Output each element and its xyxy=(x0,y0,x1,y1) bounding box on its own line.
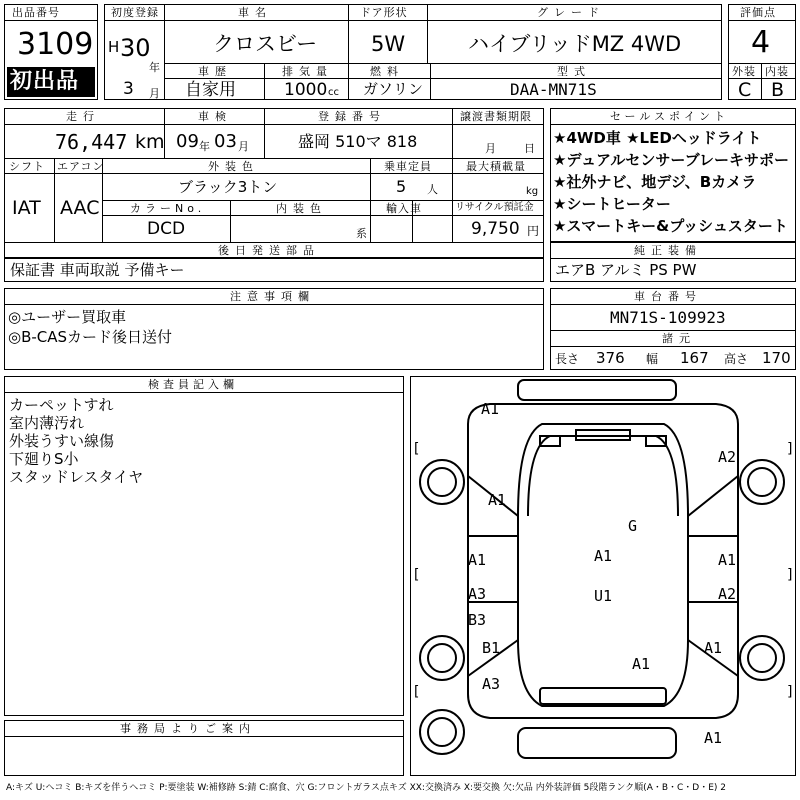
width-label: 幅 xyxy=(646,352,659,366)
first-reg-label: 初度登録 xyxy=(111,6,159,19)
color-number: DCD xyxy=(147,219,186,239)
damage-mark: A1 xyxy=(704,639,723,657)
inspector-item: スタッドレスタイヤ xyxy=(9,468,144,486)
inspector-label: 検査員記入欄 xyxy=(148,378,238,391)
damage-mark: A1 xyxy=(718,551,737,569)
first-listing-label: 初出品 xyxy=(10,69,80,94)
damage-mark: A1 xyxy=(632,655,651,673)
era: H xyxy=(108,38,120,56)
length: 376 xyxy=(596,349,625,367)
inspect-month-unit: 月 xyxy=(238,140,249,153)
door-type: 5W xyxy=(371,32,406,56)
body-color: ブラック3トン xyxy=(178,178,278,196)
inspect-year-unit: 年 xyxy=(199,140,210,153)
equipment-value: エアB アルミ PS PW xyxy=(555,261,697,279)
reg-month: 3 xyxy=(123,79,134,99)
diagram-bracket: ] xyxy=(786,441,795,457)
car-name: クロスビー xyxy=(213,32,318,56)
mileage-unit: km xyxy=(135,131,165,153)
legend: A:キズ U:ヘコミ B:キズを伴うヘコミ P:要塗装 W:補修跡 S:錆 C:腐食、穴 G:フロントガラス点キズ XX:交換済み X:要交換 欠:欠品 内外装評価 5段階ランク順(A・B・C・D・E) 2 xyxy=(6,783,727,793)
diagram-bracket: [ xyxy=(412,684,421,700)
fuel: ガソリン xyxy=(363,80,424,98)
plate-label: 登録番号 xyxy=(318,110,386,123)
inspector-item: カーペットすれ xyxy=(9,396,114,414)
capacity-label: 乗車定員 xyxy=(384,160,432,173)
damage-mark: A2 xyxy=(718,448,737,466)
diagram-bracket: ] xyxy=(786,567,795,583)
reg-month-unit: 月 xyxy=(149,87,160,100)
int-label: 内装 xyxy=(765,65,789,78)
equipment-label: 純正装備 xyxy=(634,244,702,257)
int-grade: B xyxy=(771,79,785,101)
disp-label: 排気量 xyxy=(282,65,333,78)
transfer-month: 月 xyxy=(485,142,496,155)
damage-mark: A3 xyxy=(468,585,487,603)
sales-point: ★スマートキー&プッシュスタート xyxy=(553,217,788,235)
recycle-label: リサイクル預託金 xyxy=(455,202,534,213)
sales-point: ★社外ナビ、地デジ、Bカメラ xyxy=(553,173,757,191)
shift: IAT xyxy=(12,197,41,219)
mileage-label: 走行 xyxy=(66,110,100,123)
inspector-item: 室内薄汚れ xyxy=(9,414,85,432)
car-outline xyxy=(410,376,796,776)
sales-points-label: セールスポイント xyxy=(610,110,730,123)
extras-label: 後日発送部品 xyxy=(218,244,320,257)
notes-label: 注意事項欄 xyxy=(230,290,315,303)
height-label: 高さ xyxy=(724,352,749,366)
diagram-bracket: ] xyxy=(786,684,795,700)
reg-year: 30 xyxy=(120,34,151,62)
shift-label: シフト xyxy=(9,160,45,173)
score: 4 xyxy=(751,25,771,60)
inspect-month: 03 xyxy=(214,131,237,152)
note-item: ◎ユーザー買取車 xyxy=(8,308,127,326)
sales-point: ★デュアルセンサーブレーキサポー xyxy=(553,151,790,169)
model-code: DAA-MN71S xyxy=(510,80,597,99)
damage-mark: G xyxy=(628,517,638,535)
transfer-label: 譲渡書類期限 xyxy=(460,110,532,123)
fuel-label: 燃料 xyxy=(370,65,404,78)
color-label: 外装色 xyxy=(208,160,259,173)
model-label: 型式 xyxy=(557,65,591,78)
color-no-label: カラーNo. xyxy=(130,202,206,215)
sales-point: ★シートヒーター xyxy=(553,195,671,213)
transfer-day: 日 xyxy=(524,142,535,155)
capacity: 5 xyxy=(396,177,407,196)
lot-label: 出品番号 xyxy=(12,6,60,19)
damage-mark: B3 xyxy=(468,611,487,629)
ext-grade: C xyxy=(738,79,752,101)
ext-label: 外装 xyxy=(732,65,756,78)
grade: ハイブリッドMZ 4WD xyxy=(468,32,682,56)
extras-value: 保証書 車両取説 予備キー xyxy=(10,261,185,279)
sales-point: ★4WD車 ★LEDヘッドライト xyxy=(553,129,762,147)
load-unit: kg xyxy=(526,186,539,197)
damage-mark: A1 xyxy=(481,400,500,418)
damage-mark: A2 xyxy=(718,585,737,603)
damage-mark: U1 xyxy=(594,587,613,605)
damage-mark: A1 xyxy=(468,551,487,569)
int-color-label: 内装色 xyxy=(276,202,327,215)
inspect-year: 09 xyxy=(176,131,199,152)
office-label: 事務局よりご案内 xyxy=(120,722,256,735)
door-label: ドア形状 xyxy=(360,6,408,19)
spec-label: 諸元 xyxy=(662,332,696,345)
width: 167 xyxy=(680,349,709,367)
reg-year-unit: 年 xyxy=(149,61,160,74)
diagram-bracket: [ xyxy=(412,441,421,457)
int-color-unit: 系 xyxy=(356,227,367,240)
disp-unit: cc xyxy=(328,87,339,98)
damage-mark: A1 xyxy=(704,729,723,747)
import-label: 輸入車 xyxy=(386,202,422,215)
recycle-unit: 円 xyxy=(527,224,540,238)
chassis-number: MN71S-109923 xyxy=(610,308,726,327)
recycle-fee: 9,750 xyxy=(471,219,520,239)
history: 自家用 xyxy=(185,80,236,100)
load-label: 最大積載量 xyxy=(466,160,526,173)
damage-mark: A1 xyxy=(594,547,613,565)
mileage: 76,447 xyxy=(55,130,128,154)
damage-mark: B1 xyxy=(482,639,501,657)
aircon: AAC xyxy=(60,197,100,219)
plate: 盛岡 510マ 818 xyxy=(298,132,418,151)
ac-label: エアコン xyxy=(57,160,105,173)
note-item: ◎B-CASカード後日送付 xyxy=(8,328,173,346)
damage-mark: A1 xyxy=(488,491,507,509)
inspector-item: 外装うすい線傷 xyxy=(9,432,115,450)
grade-label: グレード xyxy=(537,6,605,19)
chassis-label: 車台番号 xyxy=(634,290,702,303)
inspector-item: 下廻りS小 xyxy=(9,450,79,468)
lot-number: 3109 xyxy=(17,27,94,62)
inspect-label: 車検 xyxy=(198,110,232,123)
displacement: 1000 xyxy=(284,80,328,100)
history-label: 車歴 xyxy=(198,65,232,78)
capacity-unit: 人 xyxy=(427,183,438,196)
car-name-label: 車名 xyxy=(238,6,272,19)
height: 170 xyxy=(762,349,791,367)
score-label: 評価点 xyxy=(740,6,776,19)
damage-mark: A3 xyxy=(482,675,501,693)
length-label: 長さ xyxy=(555,352,580,366)
diagram-bracket: [ xyxy=(412,567,421,583)
